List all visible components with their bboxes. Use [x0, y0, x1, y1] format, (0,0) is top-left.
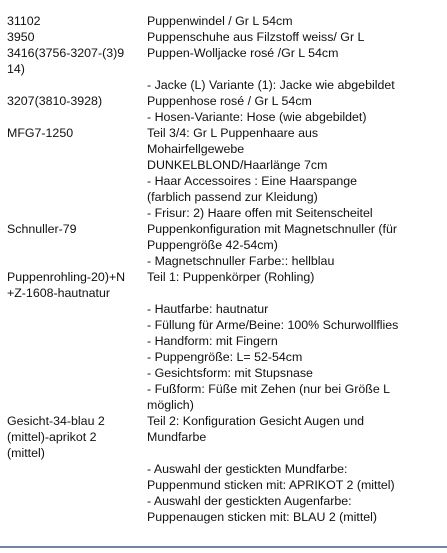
- item-row: [7, 269, 439, 413]
- item-code: 3950: [7, 30, 35, 44]
- item-row: [7, 221, 439, 269]
- item-description: [147, 125, 439, 221]
- item-description: [147, 13, 439, 29]
- description-line: - Haar Accessoires : Eine Haarspange: [147, 174, 358, 188]
- description-line: - Frisur: 2) Haare offen mit Seitenscheitel: [147, 206, 373, 220]
- description-line: Teil 3/4: Gr L Puppenhaare aus: [147, 126, 319, 140]
- description-line: Puppen-Wolljacke rosé /Gr L 54cm: [147, 46, 339, 60]
- description-line: - Gesichtsform: mit Stupsnase: [147, 366, 313, 380]
- description-line: DUNKELBLOND/Haarlänge 7cm: [147, 158, 328, 172]
- description-line: möglich): [147, 398, 194, 412]
- item-row: [7, 29, 439, 45]
- description-line: Mohairfellgewebe: [147, 142, 245, 156]
- item-code: Puppenrohling-20)+N +Z-1608-hautnatur: [7, 270, 126, 300]
- description-line: - Hautfarbe: hautnatur: [147, 302, 269, 316]
- item-description: [147, 413, 439, 525]
- item-row: [7, 125, 439, 221]
- item-code: 3416(3756-3207-(3)9 14): [7, 46, 125, 76]
- description-line: - Puppengröße: L= 52-54cm: [147, 350, 303, 364]
- item-code: Gesicht-34-blau 2 (mittel)-aprikot 2 (mittel): [7, 414, 105, 460]
- item-description: [147, 221, 439, 269]
- description-line: Puppenmund sticken mit: APRIKOT 2 (mittel): [147, 478, 395, 492]
- description-line: - Fußform: Füße mit Zehen (nur bei Größe L: [147, 382, 391, 396]
- bottom-divider: [0, 546, 447, 548]
- description-line: - Magnetschnuller Farbe:: hellblau: [147, 254, 335, 268]
- description-line: [147, 445, 439, 461]
- description-line: Puppenwindel / Gr L 54cm: [147, 14, 293, 28]
- item-row: [7, 13, 439, 29]
- description-line: Teil 2: Konfiguration Gesicht Augen und: [147, 414, 364, 428]
- description-line: (farblich passend zur Kleidung): [147, 190, 318, 204]
- description-line: Puppenhose rosé / Gr L 54cm: [147, 94, 312, 108]
- description-line: Teil 1: Puppenkörper (Rohling): [147, 270, 315, 284]
- description-line: [147, 285, 439, 301]
- description-line: - Handform: mit Fingern: [147, 334, 278, 348]
- item-description: [147, 93, 439, 125]
- item-code: MFG7-1250: [7, 126, 74, 140]
- item-code: 3207(3810-3928): [7, 94, 103, 108]
- description-line: Mundfarbe: [147, 430, 207, 444]
- item-description: [147, 269, 439, 413]
- item-code: 31102: [7, 14, 41, 28]
- description-line: Puppenaugen sticken mit: BLAU 2 (mittel): [147, 510, 378, 524]
- description-line: Puppengröße 42-54cm): [147, 238, 278, 252]
- description-line: Puppenschuhe aus Filzstoff weiss/ Gr L: [147, 30, 365, 44]
- item-description: [147, 45, 439, 93]
- description-line: - Auswahl der gestickten Augenfarbe:: [147, 494, 352, 508]
- item-row: [7, 45, 439, 93]
- description-line: [147, 61, 439, 77]
- item-row: [7, 93, 439, 125]
- item-list: [7, 13, 439, 525]
- item-description: [147, 29, 439, 45]
- description-line: - Füllung für Arme/Beine: 100% Schurwollflies: [147, 318, 399, 332]
- item-code: Schnuller-79: [7, 222, 77, 236]
- description-line: Puppenkonfiguration mit Magnetschnuller (für: [147, 222, 398, 236]
- description-line: - Hosen-Variante: Hose (wie abgebildet): [147, 110, 367, 124]
- description-line: - Jacke (L) Variante (1): Jacke wie abgebildet: [147, 78, 395, 92]
- description-line: - Auswahl der gestickten Mundfarbe:: [147, 462, 348, 476]
- item-row: [7, 413, 439, 525]
